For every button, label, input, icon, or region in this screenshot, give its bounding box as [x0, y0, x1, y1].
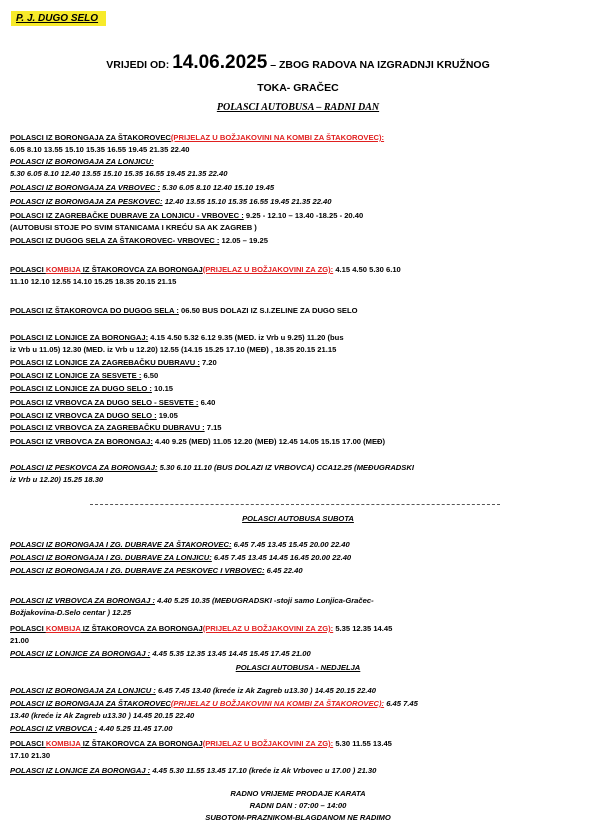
route-label: IZ ŠTAKOROVCA ZA BORONGAJ — [80, 624, 203, 633]
footer-line: SUBOTOM-PRAZNIKOM-BLAGDANOM NE RADIMO — [205, 813, 391, 822]
validity-header — [0, 52, 596, 74]
schedule-line — [10, 423, 222, 433]
departure-times: 5.30 11.55 13.45 — [333, 739, 392, 748]
departure-times: 4.45 5.35 12.35 13.45 14.45 15.45 17.45 21.00 — [150, 649, 311, 658]
route-label: IZ ŠTAKOROVCA ZA BORONGAJ — [80, 739, 203, 748]
route-label: POLASCI IZ DUGOG SELA ZA ŠTAKOROVEC- VRBOVEC : — [10, 236, 220, 245]
route-label: POLASCI IZ ZAGREBAČKE DUBRAVE ZA LONJICU - VRBOVEC : — [10, 211, 244, 220]
route-label: POLASCI IZ BORONGAJA I ZG. DUBRAVE ZA LONJICU: — [10, 553, 212, 562]
departure-times: 12.40 13.55 15.10 15.35 16.55 19.45 21.35 22.40 — [162, 197, 332, 206]
schedule-line — [10, 169, 227, 179]
route-label: POLASCI IZ VRBOVCA ZA BORONGAJ : — [10, 596, 155, 605]
departure-times: 5.30 6.05 8.10 12.40 13.55 15.10 15.35 16.55 19.45 21.35 22.40 — [10, 169, 228, 178]
schedule-line — [10, 277, 176, 287]
section-title-saturday: POLASCI AUTOBUSA SUBOTA — [242, 514, 354, 523]
transfer-note: (PRIJELAZ U BOŽJAKOVINI ZA ZG): — [202, 739, 334, 748]
departure-times: 6.45 7.45 — [384, 699, 418, 708]
route-label: POLASCI IZ BORONGAJA ZA ŠTAKOROVEC — [10, 699, 171, 708]
route-label: POLASCI IZ BORONGAJA ZA ŠTAKOROVEC — [10, 133, 171, 142]
departure-times: 6.05 8.10 13.55 15.10 15.35 16.55 19.45 21.35 22.40 — [10, 145, 190, 154]
departure-times: 6.50 — [141, 371, 159, 380]
departure-times: 4.15 4.50 5.30 6.10 — [333, 265, 401, 274]
route-label: POLASCI IZ VRBOVCA ZA BORONGAJ: — [10, 437, 153, 446]
schedule-line — [10, 437, 385, 447]
section-divider — [90, 504, 500, 505]
kombi-label: KOMBIJA — [45, 739, 81, 748]
departure-times: 4.40 5.25 11.45 17.00 — [97, 724, 173, 733]
schedule-line — [10, 333, 344, 343]
schedule-line — [10, 739, 392, 749]
departure-times: 4.40 9.25 (MED) 11.05 12.20 (MEĐ) 12.45 14.05 15.15 17.00 (MEĐ) — [152, 437, 386, 446]
departure-times: 21.00 — [10, 636, 30, 645]
validity-reason-continued: TOKA- GRAČEC — [257, 82, 339, 94]
route-label: POLASCI IZ BORONGAJA ZA PESKOVEC: — [10, 197, 163, 206]
route-label: POLASCI — [10, 624, 46, 633]
departure-times: 6.45 7.45 13.40 (kreće iz Ak Zagreb u13.30 ) 14.45 20.15 22.40 — [155, 686, 376, 695]
schedule-line — [10, 157, 154, 167]
schedule-line — [10, 384, 173, 394]
schedule-line — [10, 306, 358, 316]
schedule-line — [10, 145, 189, 155]
schedule-line — [10, 596, 374, 606]
unit-label: P. J. DUGO SELO — [11, 11, 106, 26]
transfer-note: (PRIJELAZ U BOŽJAKOVINI NA KOMBI ZA ŠTAKOROVEC): — [170, 133, 385, 142]
schedule-line — [10, 475, 103, 485]
route-label: POLASCI IZ LONJICE ZA BORONGAJ : — [10, 649, 151, 658]
schedule-line — [10, 197, 332, 207]
route-label: POLASCI IZ LONJICE ZA BORONGAJ: — [10, 333, 149, 342]
departure-times: iz Vrb u 11.05) 12.30 (MED. iz Vrb u 12.20) 12.55 (14.15 15.25 17.10 (MEĐ) , 18.35 20.15 21.15 — [10, 345, 337, 354]
departure-times: 5.35 12.35 14.45 — [333, 624, 393, 633]
schedule-line — [10, 463, 414, 473]
departure-times: 11.10 12.10 12.55 14.10 15.25 18.35 20.15 21.15 — [10, 277, 177, 286]
route-label: POLASCI IZ BORONGAJA I ZG. DUBRAVE ZA PESKOVEC I VRBOVEC: — [10, 566, 265, 575]
route-label: POLASCI IZ VRBOVCA ZA DUGO SELO : — [10, 411, 157, 420]
transfer-note: (PRIJELAZ U BOŽJAKOVINI NA KOMBI ZA ŠTAKOROVEC): — [170, 699, 385, 708]
departure-times: 19.05 — [156, 411, 178, 420]
departure-times: 6.45 7.45 13.45 15.45 20.00 22.40 — [231, 540, 350, 549]
route-label: POLASCI IZ LONJICE ZA DUGO SELO : — [10, 384, 152, 393]
ticket-office-hours — [0, 788, 596, 824]
schedule-line — [10, 608, 131, 618]
valid-from-label: VRIJEDI OD: — [106, 59, 170, 71]
schedule-line — [10, 265, 401, 275]
schedule-line — [10, 649, 311, 659]
schedule-line — [10, 398, 215, 408]
schedule-line — [10, 553, 351, 563]
departure-times: 5.30 6.05 8.10 12.40 15.10 19.45 — [160, 183, 275, 192]
departure-times: 06.50 BUS DOLAZI IZ S.I.ZELINE ZA DUGO SELO — [178, 306, 358, 315]
departure-times: iz Vrb u 12.20) 15.25 18.30 — [10, 475, 104, 484]
departure-times: 4.45 5.30 11.55 13.45 17.10 (kreće iz Ak Vrbovec u 17.00 ) 21.30 — [150, 766, 377, 775]
departure-times: Božjakovina-D.Selo centar ) 12.25 — [10, 608, 132, 617]
departure-times: 6.40 — [198, 398, 216, 407]
section-title-workday: POLASCI AUTOBUSA – RADNI DAN — [216, 102, 380, 113]
schedule-line — [10, 686, 376, 696]
departure-times: 7.15 — [204, 423, 222, 432]
departure-times: 17.10 21.30 — [10, 751, 51, 760]
departure-times: 4.40 5.25 10.35 (MEĐUGRADSKI -stoji samo Lonjica-Gračec- — [155, 596, 374, 605]
schedule-line — [10, 236, 268, 246]
route-label: POLASCI IZ BORONGAJA I ZG. DUBRAVE ZA ŠTAKOROVEC: — [10, 540, 232, 549]
departure-times: 5.30 6.10 11.10 (BUS DOLAZI IZ VRBOVCA) CCA12.25 (MEĐUGRADSKI — [157, 463, 414, 472]
departure-times: 7.20 — [199, 358, 217, 367]
kombi-label: KOMBIJA — [45, 265, 81, 274]
departure-times: 4.15 4.50 5.32 6.12 9.35 (MED. iz Vrb u 9.25) 11.20 (bus — [148, 333, 344, 342]
route-label: POLASCI IZ LONJICE ZA ZAGREBAČKU DUBRAVU : — [10, 358, 200, 367]
schedule-line — [10, 699, 418, 709]
schedule-line — [10, 751, 50, 761]
route-label: POLASCI IZ ŠTAKOROVCA DO DUGOG SELA : — [10, 306, 179, 315]
schedule-line — [10, 566, 303, 576]
route-label: POLASCI IZ BORONGAJA ZA LONJICU: — [10, 157, 154, 166]
route-label: POLASCI IZ BORONGAJA ZA VRBOVEC : — [10, 183, 161, 192]
route-label: POLASCI IZ BORONGAJA ZA LONJICU : — [10, 686, 156, 695]
departure-times: 9.25 - 12.10 – 13.40 -18.25 - 20.40 — [243, 211, 364, 220]
schedule-line — [10, 223, 257, 233]
transfer-note: (PRIJELAZ U BOŽJAKOVINI ZA ZG): — [202, 624, 334, 633]
route-label: POLASCI — [10, 739, 46, 748]
departure-times: (AUTOBUSI STOJE PO SVIM STANICAMA I KREĆU SA AK ZAGREB ) — [10, 223, 257, 232]
schedule-line — [10, 345, 336, 355]
schedule-line — [10, 411, 178, 421]
route-label: POLASCI IZ VRBOVCA : — [10, 724, 98, 733]
section-title-sunday: POLASCI AUTOBUSA - NEDJELJA — [235, 663, 361, 672]
schedule-line — [10, 724, 173, 734]
route-label: POLASCI IZ LONJICE ZA BORONGAJ : — [10, 766, 151, 775]
schedule-line — [10, 358, 217, 368]
validity-reason: – ZBOG RADOVA NA IZGRADNJI KRUŽNOG — [270, 59, 490, 71]
footer-line: RADNO VRIJEME PRODAJE KARATA — [230, 789, 366, 798]
route-label: POLASCI IZ VRBOVCA ZA ZAGREBAČKU DUBRAVU : — [10, 423, 205, 432]
route-label: POLASCI IZ PESKOVCA ZA BORONGAJ: — [10, 463, 158, 472]
route-label: POLASCI IZ LONJICE ZA SESVETE : — [10, 371, 142, 380]
departure-times: 13.40 (kreće iz Ak Zagreb u13.30 ) 14.45 20.15 22.40 — [10, 711, 195, 720]
route-label: POLASCI — [10, 265, 46, 274]
schedule-line — [10, 540, 350, 550]
route-label: POLASCI IZ VRBOVCA ZA DUGO SELO - SESVETE : — [10, 398, 199, 407]
kombi-label: KOMBIJA — [45, 624, 81, 633]
schedule-line — [10, 636, 29, 646]
schedule-line — [10, 711, 194, 721]
departure-times: 6.45 22.40 — [264, 566, 303, 575]
schedule-line — [10, 211, 363, 221]
departure-times: 6.45 7.45 13.45 14.45 16.45 20.00 22.40 — [211, 553, 352, 562]
departure-times: 10.15 — [151, 384, 174, 393]
schedule-line — [10, 624, 392, 634]
valid-date: 14.06.2025 — [172, 52, 268, 73]
transfer-note: (PRIJELAZ U BOŽJAKOVINI ZA ZG): — [202, 265, 334, 274]
route-label: IZ ŠTAKOROVCA ZA BORONGAJ — [80, 265, 203, 274]
schedule-line — [10, 371, 158, 381]
schedule-line — [10, 766, 376, 776]
schedule-line — [10, 133, 384, 143]
schedule-line — [10, 183, 274, 193]
footer-line: RADNI DAN : 07:00 – 14:00 — [249, 801, 347, 810]
departure-times: 12.05 – 19.25 — [219, 236, 268, 245]
